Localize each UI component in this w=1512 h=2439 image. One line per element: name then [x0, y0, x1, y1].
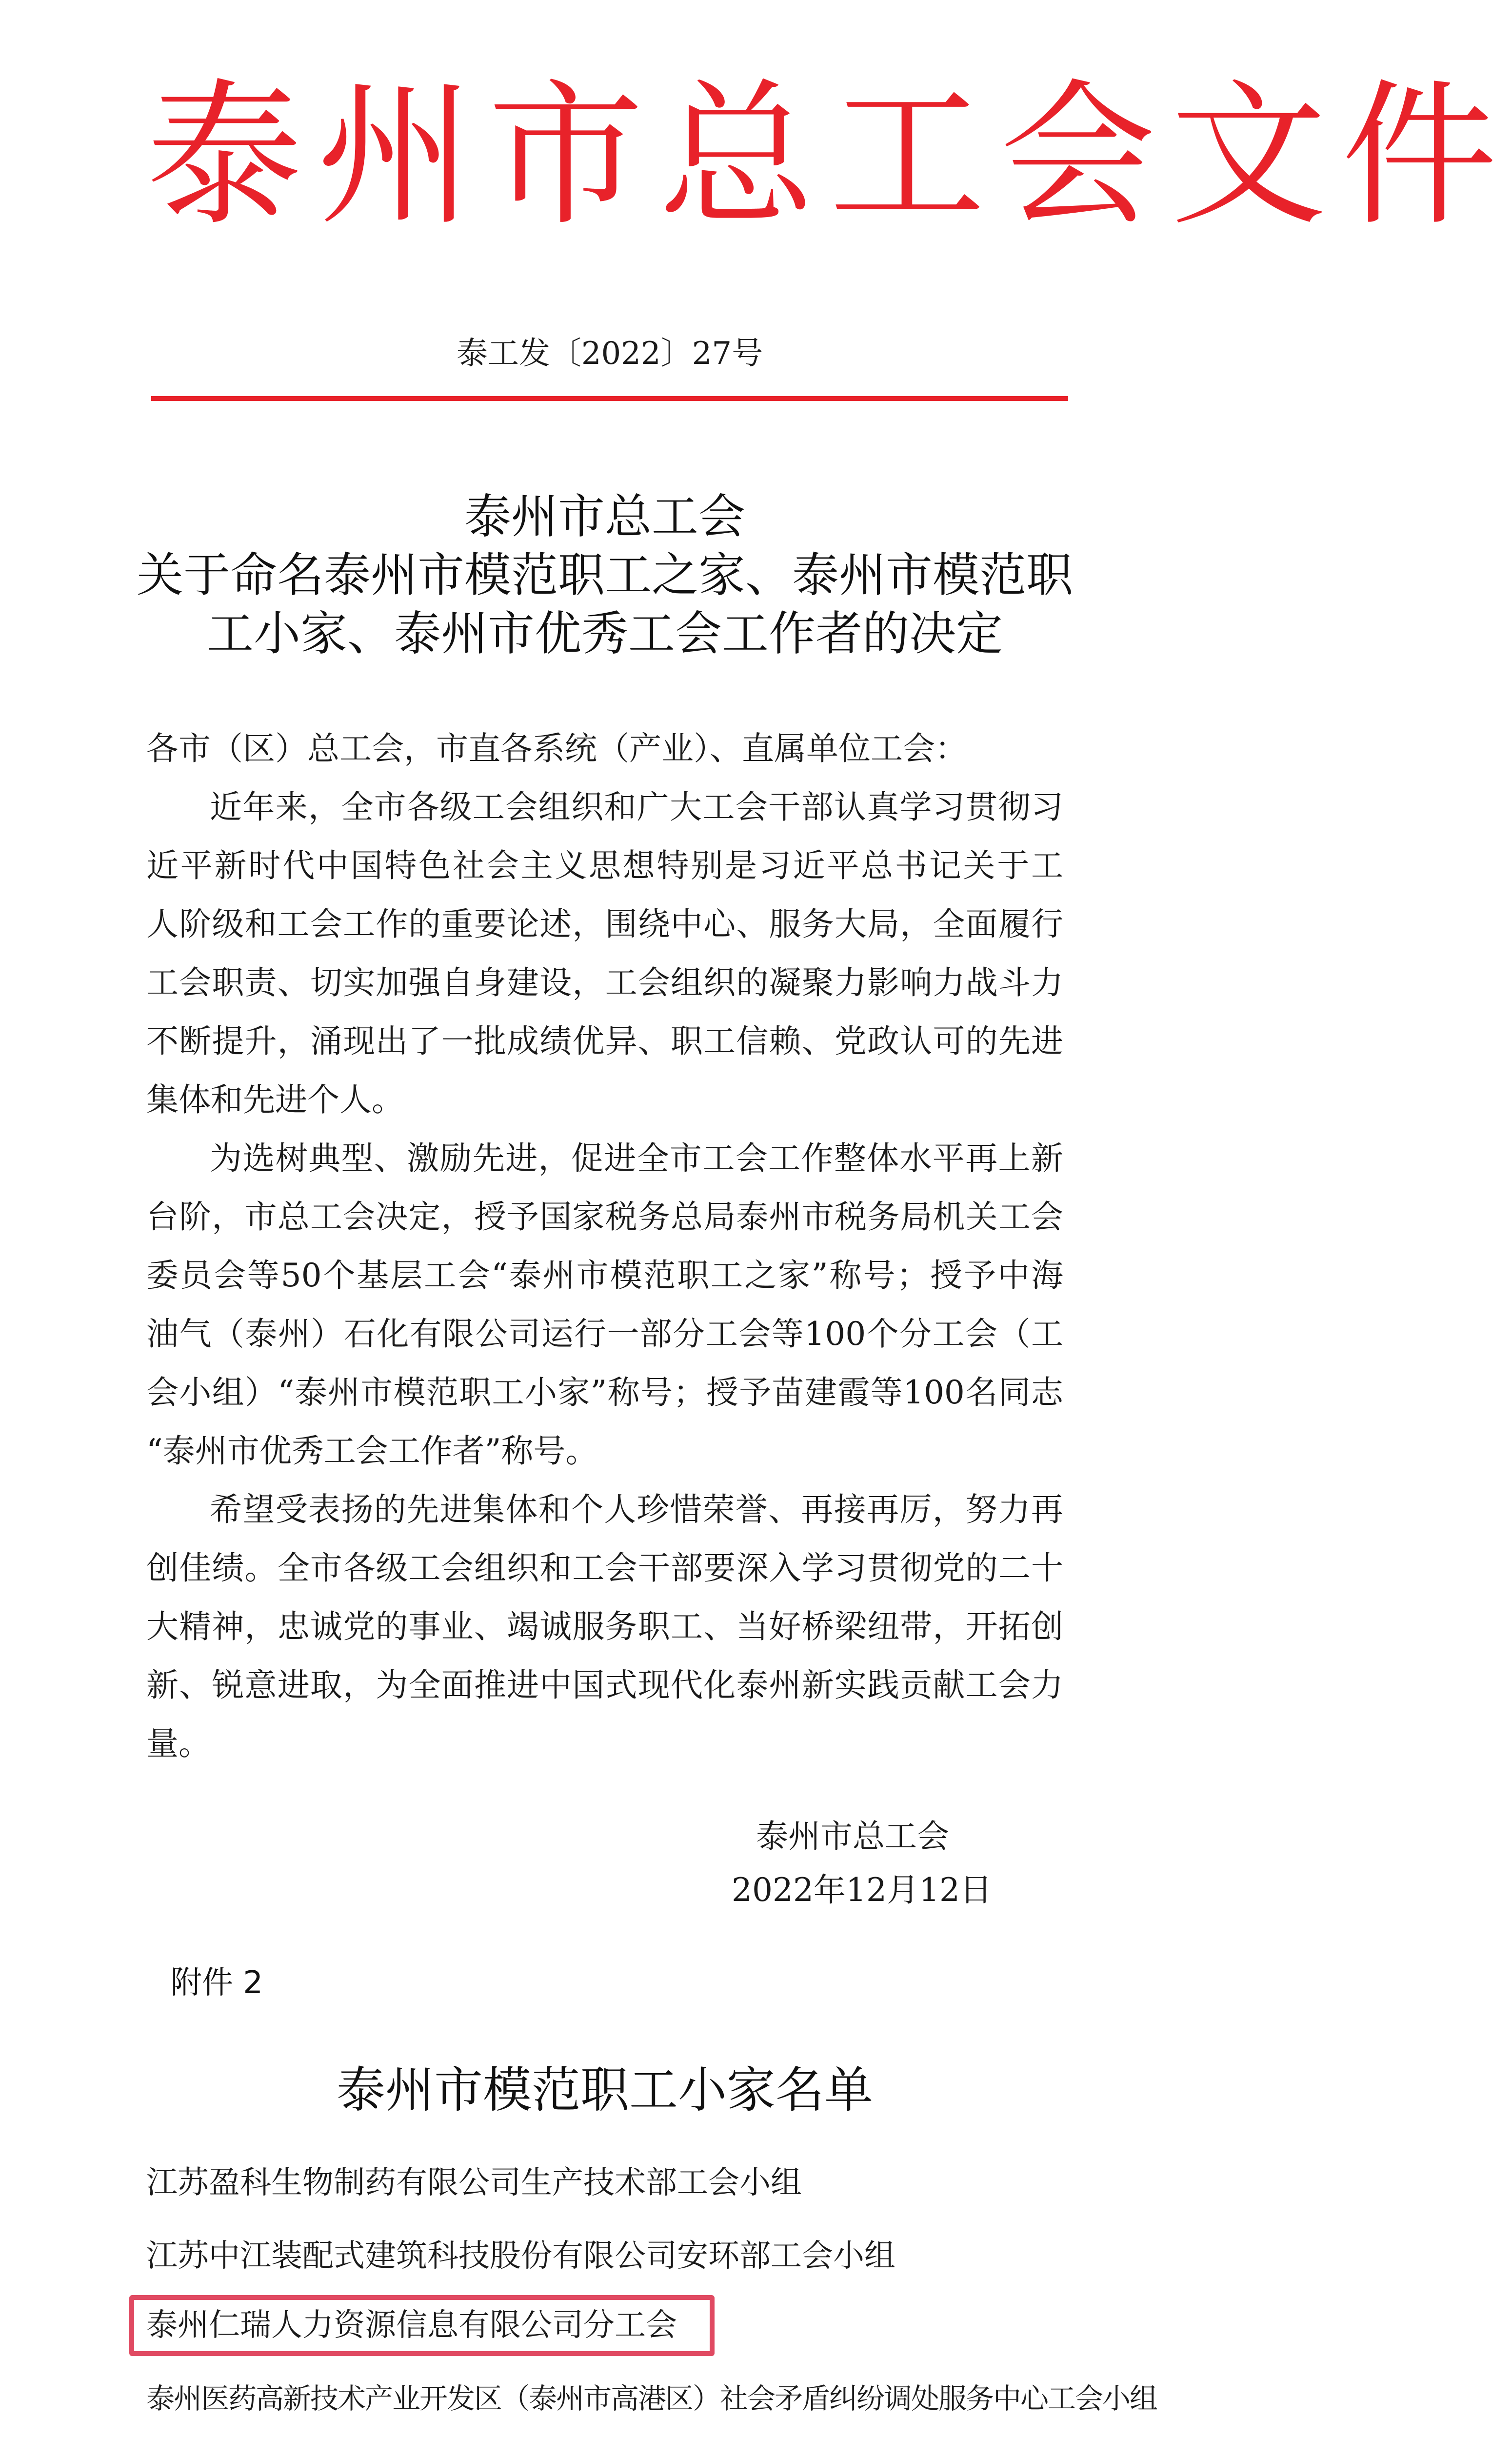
paragraph-line: 工会职责、切实加强自身建设，工会组织的凝聚力影响力战斗力: [146, 964, 1063, 1001]
document-number: 泰工发〔2022〕27号: [456, 336, 763, 372]
signature-organization: 泰州市总工会: [756, 1818, 949, 1855]
list-item: 江苏中江装配式建筑科技股份有限公司安环部工会小组: [146, 2238, 895, 2274]
list-item: 泰州医药高新技术产业开发区（泰州市高港区）社会矛盾纠纷调处服务中心工会小组: [146, 2382, 1157, 2415]
paragraph-line: 大精神，忠诚党的事业、竭诚服务职工、当好桥梁纽带，开拓创: [146, 1608, 1063, 1645]
list-title: 泰州市模范职工小家名单: [337, 2061, 873, 2119]
paragraph-line: “泰州市优秀工会工作者”称号。: [146, 1432, 598, 1470]
paragraph-line: 人阶级和工会工作的重要论述，围绕中心、服务大局，全面履行: [146, 905, 1063, 943]
paragraph-line: 油气（泰州）石化有限公司运行一部分工会等100个分工会（工: [146, 1315, 1063, 1353]
paragraph-line: 为选树典型、激励先进，促进全市工会工作整体水平再上新: [210, 1140, 1063, 1177]
decision-title-line: 泰州市总工会: [464, 489, 745, 544]
list-item: 江苏盈科生物制药有限公司生产技术部工会小组: [146, 2165, 802, 2201]
paragraph-line: 不断提升，涌现出了一批成绩优异、职工信赖、党政认可的先进: [146, 1022, 1063, 1060]
paragraph-line: 会小组）“泰州市模范职工小家”称号；授予苗建霞等100名同志: [146, 1374, 1063, 1411]
paragraph-line: 创佳绩。全市各级工会组织和工会干部要深入学习贯彻党的二十: [146, 1549, 1063, 1587]
header-red-divider: [151, 396, 1068, 401]
salutation: 各市（区）总工会，市直各系统（产业）、直属单位工会：: [146, 730, 967, 767]
list-item-highlighted: 泰州仁瑞人力资源信息有限公司分工会: [146, 2307, 677, 2343]
document-header-title: 泰州市总工会文件: [146, 65, 1512, 247]
decision-title-line: 工小家、泰州市优秀工会工作者的决定: [207, 606, 1003, 661]
decision-title-line: 关于命名泰州市模范职工之家、泰州市模范职: [137, 548, 1073, 602]
paragraph-line: 近年来，全市各级工会组织和广大工会干部认真学习贯彻习: [210, 788, 1063, 826]
attachment-label: 附件 2: [171, 1965, 263, 2001]
paragraph-line: 量。: [146, 1725, 211, 1762]
paragraph-line: 希望受表扬的先进集体和个人珍惜荣誉、再接再厉，努力再: [210, 1491, 1063, 1528]
paragraph-line: 新、锐意进取，为全面推进中国式现代化泰州新实践贡献工会力: [146, 1666, 1063, 1704]
paragraph-line: 委员会等50个基层工会“泰州市模范职工之家”称号；授予中海: [146, 1257, 1063, 1294]
signature-date: 2022年12月12日: [732, 1871, 992, 1909]
paragraph-line: 集体和先进个人。: [146, 1081, 404, 1119]
paragraph-line: 台阶，市总工会决定，授予国家税务总局泰州市税务局机关工会: [146, 1198, 1063, 1236]
paragraph-line: 近平新时代中国特色社会主义思想特别是习近平总书记关于工: [146, 847, 1063, 884]
